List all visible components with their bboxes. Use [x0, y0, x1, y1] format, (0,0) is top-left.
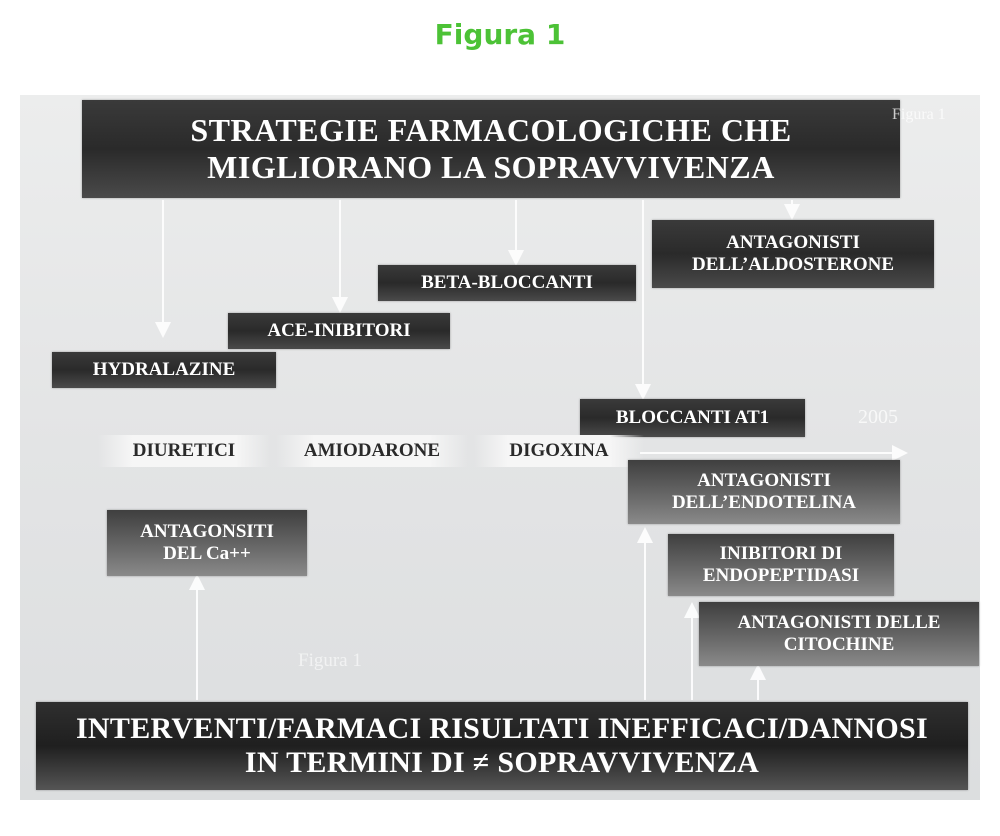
figure-title: Figura 1	[434, 18, 566, 51]
aldosterone-line1: ANTAGONISTI	[726, 232, 860, 254]
footer-box	[36, 702, 968, 790]
endopeptidase-box	[668, 534, 894, 596]
endopeptidase-line1: INIBITORI DI	[719, 543, 843, 565]
header-line2: MIGLIORANO LA SOPRAVVIVENZA	[207, 149, 775, 185]
cytokines-line1: ANTAGONISTI DELLE	[737, 612, 941, 634]
calcium-antagonists-box	[107, 510, 307, 576]
calcium-antagonists-line2: DEL Ca++	[163, 543, 251, 564]
endopeptidase-line2: ENDOPEPTIDASI	[702, 565, 860, 586]
endothelin-box	[628, 460, 900, 524]
aldosterone-box	[652, 220, 934, 288]
ace-inhibitors-label: ACE-INIBITORI	[267, 320, 411, 342]
endothelin-line2: DELL’ENDOTELINA	[671, 492, 857, 513]
cytokines-line2: CITOCHINE	[783, 634, 895, 655]
digoxina-label: DIGOXINA	[474, 435, 644, 467]
ace-inhibitors-box	[228, 313, 450, 349]
cytokines-box	[699, 602, 979, 666]
beta-blockers-label: BETA-BLOCCANTI	[421, 272, 593, 294]
diuretici-label: DIURETICI	[98, 435, 270, 467]
hydralazine-label: HYDRALAZINE	[92, 359, 236, 381]
ghost-label-top-right: Figura 1	[892, 106, 946, 123]
hydralazine-box	[52, 352, 276, 388]
header-line1: STRATEGIE FARMACOLOGICHE CHE	[190, 112, 792, 149]
at1-blockers-label: BLOCCANTI AT1	[615, 407, 770, 429]
calcium-antagonists-line1: ANTAGONSITI	[140, 521, 274, 543]
amiodarone-label: AMIODARONE	[276, 435, 468, 467]
aldosterone-line2: DELL’ALDOSTERONE	[691, 254, 895, 275]
footer-line1: INTERVENTI/FARMACI RISULTATI INEFFICACI/DANNOSI	[75, 711, 929, 745]
endothelin-line1: ANTAGONISTI	[697, 470, 831, 492]
at1-blockers-box	[580, 399, 805, 437]
ghost-label-center: Figura 1	[298, 650, 362, 671]
footer-line2: IN TERMINI DI ≠ SOPRAVVIVENZA	[244, 746, 760, 779]
header-box	[82, 100, 900, 198]
beta-blockers-box	[378, 265, 636, 301]
ghost-year: 2005	[858, 406, 898, 428]
